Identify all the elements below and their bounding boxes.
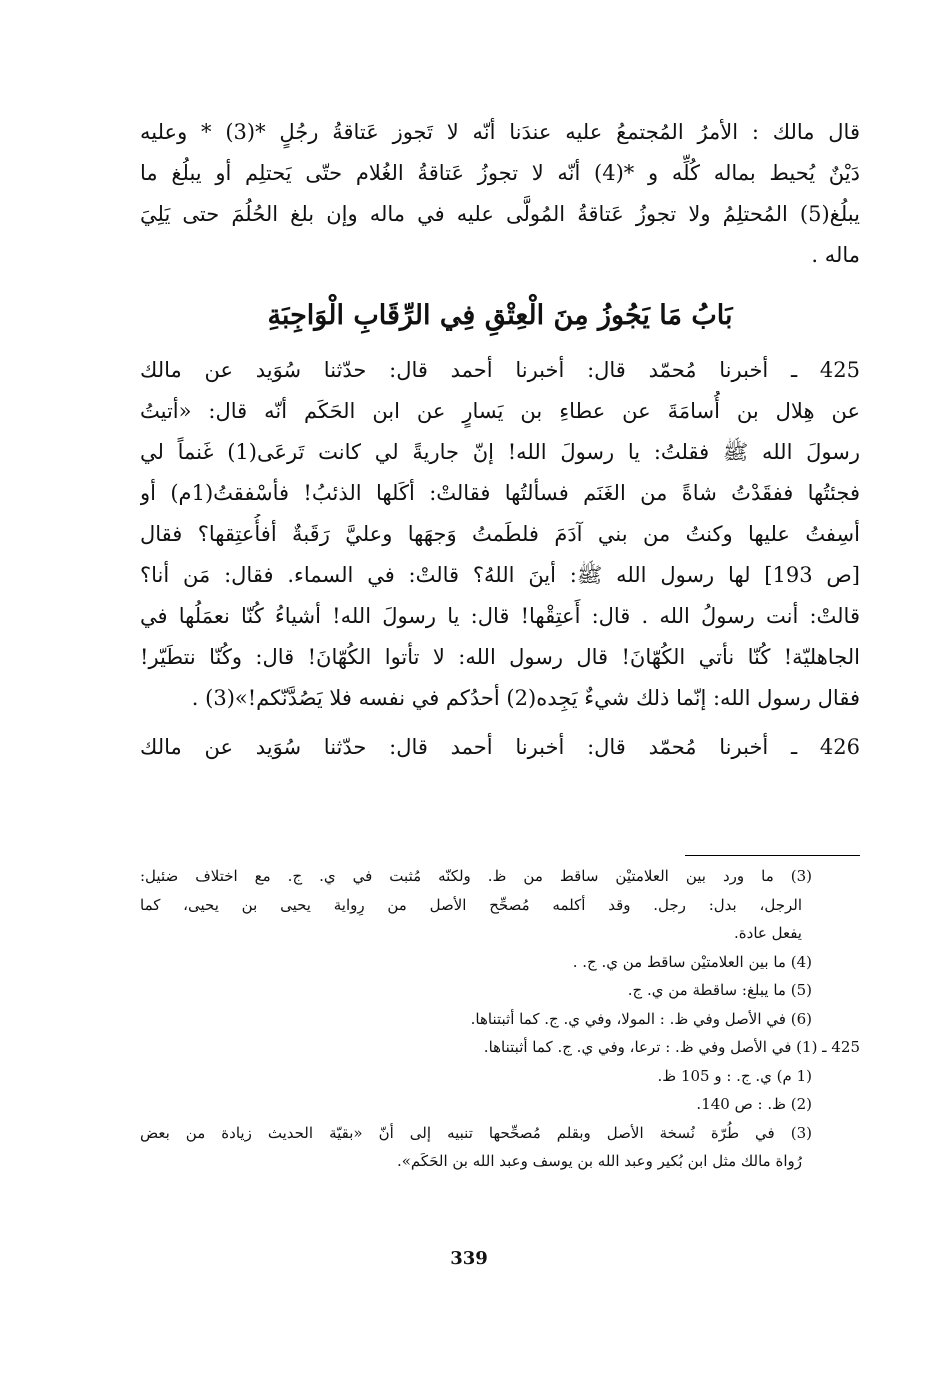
main-text — [140, 112, 860, 768]
hadith-line: 425 ـ أخبرنا مُحمّد قال: أخبرنا أحمد قال: حدّثنا سُوَيد عن مالك — [140, 358, 860, 382]
footnote-line: (3) ما ورد بين العلامتيْن ساقط من ظ. ولكنّه مُثبت في ي. ج. مع اختلاف ضئيل: — [140, 867, 812, 885]
text-line: يبلُغ(5) المُحتلِمُ ولا تجوزُ عَتاقةُ المُولَّى عليه في ماله وإن بلغ الحُلُمَ حتى يَلِيَ — [140, 202, 860, 226]
page-number: 339 — [450, 1248, 488, 1269]
footnotes — [140, 862, 860, 1176]
hadith-line: قالتْ: أنت رسولُ الله . قال: أَعتِقْها! قال: يا رسولَ الله! أشياءُ كُنّا نعمَلُها في — [140, 604, 860, 628]
footnote-line: (5) ما يبلغ: ساقطة من ي. ج. — [627, 981, 812, 999]
footnote-line: (2) ظ. : ص 140. — [696, 1095, 812, 1113]
hadith-line: رسولَ الله ﷺ فقلتُ: يا رسولَ الله! إنّ جاريةً لي كانت تَرعَى(1) غَنماً لي — [140, 440, 860, 464]
hadith-line: [ص 193] لها رسول الله ﷺ: أينَ اللهُ؟ قالتْ: في السماء. فقال: مَن أنا؟ — [140, 563, 860, 587]
footnote-line: (6) في الأصل وفي ظ. : المولا، وفي ي. ج. كما أثبتناها. — [470, 1009, 812, 1028]
hadith-line: الجاهليّة! كُنّا نأتي الكُهّانَ! قال رسول الله: لا تأتوا الكُهّانَ! قال: وكُنّا نتطَيّر! — [140, 645, 860, 669]
footnote-line: يفعل عادة. — [734, 924, 802, 942]
spacer — [140, 719, 860, 727]
footnote-line: الرجل، بدل: رجل. وقد أكلمه مُصحِّح الأصل من رِواية يحيى بن يحيى، كما — [140, 895, 802, 914]
text-line: ماله . — [811, 243, 860, 267]
hadith-line: عن هِلال بن أُسامَةَ عن عطاءِ بن يَسارٍ عن ابن الحَكَم أنّه قال: «أتيتُ — [140, 399, 860, 423]
footnote-line: رُواة مالك مثل ابن بُكير وعبد الله بن يوسف وعبد الله بن الحَكَم». — [396, 1152, 802, 1170]
footnote-line: 425 ـ (1) في الأصل وفي ظ. : ترعا، وفي ي. ج. كما أثبتناها. — [483, 1038, 860, 1056]
text-line: قال مالك : الأمرُ المُجتمعُ عليه عندَنا أنّه لا تَجوز عَتاقةُ رجُلٍ *(3) * وعليه — [140, 120, 860, 144]
hadith-line: أسِفتُ عليها وكنتُ من بني آدَمَ فلطَمتُ وَجهَها وعليَّ رَقَبةٌ أفأُعتِقها؟ فقال — [140, 522, 860, 546]
footnote-line: (4) ما بين العلامتيْن ساقط من ي. ج. . — [572, 952, 812, 971]
hadith-line: فقال رسول الله: إنّما ذلك شيءٌ يَجِده(2) أحدُكم في نفسه فلا يَصُدَّنّكم!»(3) . — [191, 686, 860, 710]
footnote-line: (1 م) ي. ج. : و 105 ظ. — [657, 1066, 812, 1085]
footnote-line: (3) في طُرّة نُسخة الأصل وبقلم مُصحِّحها تنبيه إلى أنّ «بقيّة الحديث زيادة من بعض — [140, 1123, 812, 1142]
text-line: دَيْنٌ يُحيط بماله كُلِّه و *(4) أنّه لا تجوزُ عَتاقةُ الغُلام حتّى يَحتلِم أو يبلُغ ما — [140, 161, 860, 185]
footnote-separator — [685, 855, 860, 856]
hadith-426-line: 426 ـ أخبرنا مُحمّد قال: أخبرنا أحمد قال: حدّثنا سُوَيد عن مالك — [140, 735, 860, 759]
hadith-line: فجئتُها ففقَدْتُ شاةً من الغَنَم فسألتُها فقالتْ: أكَلها الذئبُ! فأسْفقتُ(1م) أو — [140, 481, 860, 505]
chapter-heading: بَابُ مَا يَجُوزُ مِنَ الْعِتْقِ فِي الرِّقَابِ الْوَاجِبَةِ — [267, 300, 733, 331]
